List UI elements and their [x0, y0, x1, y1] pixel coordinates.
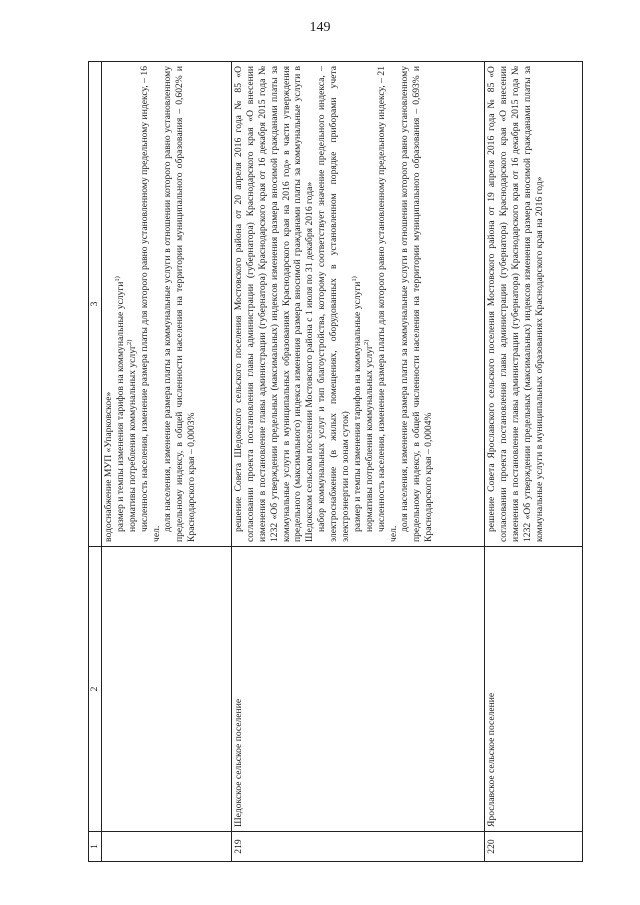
footnote-ref: 1)	[350, 276, 358, 282]
paragraph-text: доля населения, изменение размера платы за коммунальные услуги в отношении которого равно установленному предельному индексу, в общей численности населения на территории муниципального образования – 0,693% и Краснодарского края – 0,0004%	[399, 66, 435, 542]
row-number	[102, 832, 232, 862]
paragraph	[103, 66, 115, 542]
paragraph-text: решение Совета Ярославского сельского поселения Мостовского района от 19 апреля 2016 года № 85 «О согласовании проекта постановления главы администрации (губернатора) Краснодарского края «О внесении изменения в постановление главы администрации (губернатора) Краснодарского края от 16 декабря 2015 года № 1232 «Об утверждении предельных (максимальных) индексов изменения размера вносимой гражданами платы за коммунальные услуги в муниципальных образованиях Краснодарского края на 2016 год»	[486, 66, 545, 542]
row-content	[102, 62, 232, 547]
paragraph	[352, 66, 364, 542]
table-row	[232, 62, 485, 862]
footnote-ref: 1)	[113, 276, 121, 282]
paragraph	[376, 66, 400, 542]
footnote-ref: 2)	[362, 339, 370, 346]
paragraph	[399, 66, 435, 542]
table-row	[485, 62, 583, 862]
paragraph	[139, 66, 163, 542]
header-col-3: 3	[89, 62, 102, 547]
paragraph-text: размер и темпы изменения тарифов на коммунальные услуги	[114, 281, 126, 532]
row-content	[232, 62, 485, 547]
paragraph-text: доля населения, изменение размера платы за коммунальные услуги в отношении которого равно установленному предельному индексу, в общей численности населения на территории муниципального образования – 0,602% и Краснодарского края – 0,0003%	[162, 66, 198, 542]
paragraph-text: водоснабжение МУП «Упарковское»	[103, 391, 114, 542]
row-content	[485, 62, 583, 547]
paragraph	[115, 66, 127, 542]
footnote-ref: 2)	[125, 339, 133, 346]
paragraph-text: нормативы потребления коммунальных услуг	[363, 345, 375, 532]
paragraph	[162, 66, 198, 542]
row-number: 220	[485, 832, 583, 862]
settlement-name	[102, 547, 232, 832]
paragraph-text: численность населения, изменение размера платы для которого равно установленному предельному индексу, – 16 чел.	[138, 66, 162, 542]
data-table	[88, 61, 583, 862]
paragraph-text: нормативы потребления коммунальных услуг	[126, 345, 138, 532]
settlement-name: Шедокское сельское поселение	[232, 547, 485, 832]
paragraph	[364, 66, 376, 542]
paragraph	[316, 66, 352, 542]
paragraph-text: размер и темпы изменения тарифов на коммунальные услуги	[351, 281, 363, 532]
paragraph	[486, 66, 545, 542]
paragraph-text: набор коммунальных услуг и тип благоустройства, которому соответствует значение предельного индекса, – электроснабжение (в жилых помещениях, оборудованных в установленном порядке приборами учета электроэнергии по зонам суток)	[316, 66, 352, 542]
page-number: 149	[309, 20, 331, 35]
header-col-2: 2	[89, 547, 102, 832]
paragraph-text: решение Совета Шедокского сельского поселения Мостовского района от 20 апреля 2016 года № 85 «О согласовании проекта постановления главы администрации (губернатора) Краснодарского края «О внесении изменения в постановление главы администрации (губернатора) Краснодарского края от 16 декабря 2015 года № 1232 «Об утверждении предельных (максимальных) индексов изменения размера вносимой гражданами платы за коммунальные услуги в муниципальных образованиях Краснодарского края на 2016 год» в части утверждения предельного (максимального) индекса изменения размера вносимой гражданами платы за коммунальные услуги в Шедокском сельском поселении Мостовского района с 1 июля по 31 декабря 2016 года»	[233, 66, 316, 542]
settlement-name: Ярославское сельское поселение	[485, 547, 583, 832]
paragraph-text: численность населения, изменение размера платы для которого равно установленному предельному индексу, – 21 чел.	[375, 66, 399, 542]
table-wrapper	[88, 62, 580, 862]
header-col-1: 1	[89, 832, 102, 862]
paragraph	[233, 66, 316, 542]
table-row	[102, 62, 232, 862]
row-number: 219	[232, 832, 485, 862]
table-header-row	[89, 62, 102, 862]
paragraph	[127, 66, 139, 542]
